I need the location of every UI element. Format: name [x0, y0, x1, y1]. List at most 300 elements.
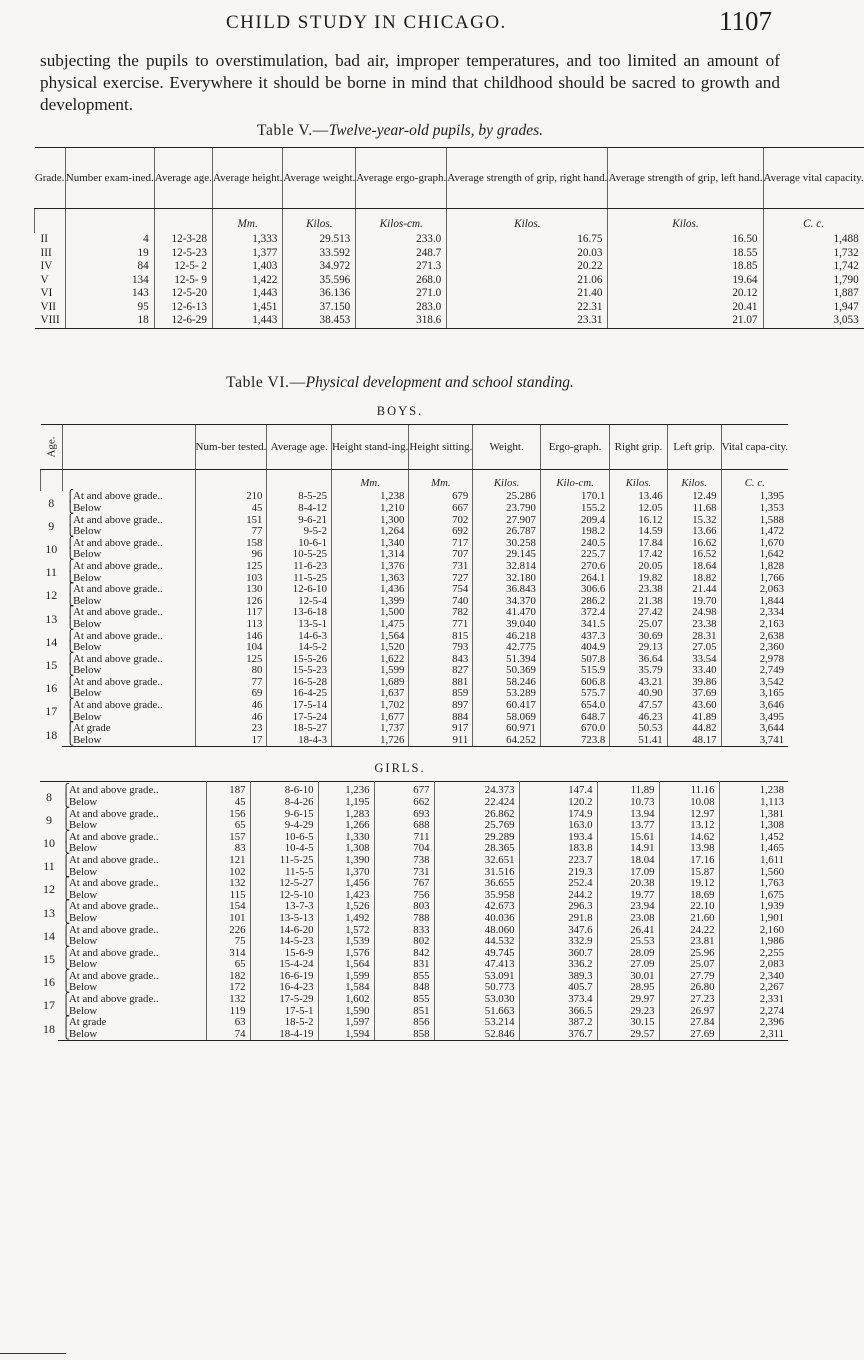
data-cell: 16-4-25	[267, 688, 332, 700]
data-cell: 17-5-24	[267, 711, 332, 723]
data-cell: 1,266	[318, 820, 374, 832]
data-cell: 702	[409, 514, 473, 526]
category-cell	[58, 820, 206, 832]
brace-mark: ⎩	[66, 594, 75, 607]
data-cell: 12-5-4	[267, 595, 332, 607]
category-cell	[62, 572, 195, 584]
brace-mark: ⎩	[62, 935, 71, 948]
data-cell: 64.252	[473, 734, 541, 746]
category-label: At and above grade..	[69, 784, 159, 797]
data-cell: 32.814	[473, 561, 541, 573]
table6-header-cell: Average age.	[267, 425, 332, 470]
data-cell: 25.769	[434, 820, 519, 832]
data-cell: 20.12	[608, 287, 763, 301]
data-cell: 1,594	[318, 1028, 374, 1040]
data-cell: 12.97	[659, 808, 719, 820]
data-cell: 18-4-3	[267, 734, 332, 746]
data-cell: 12-5-27	[250, 878, 318, 890]
data-cell: 740	[409, 595, 473, 607]
category-label: Below	[73, 548, 102, 561]
data-cell: 33.40	[667, 665, 721, 677]
data-cell: 767	[374, 878, 434, 890]
data-cell: 1,520	[331, 642, 408, 654]
data-cell: 1,790	[763, 274, 864, 288]
data-cell: 1,381	[719, 808, 788, 820]
category-label: At and above grade..	[69, 993, 159, 1006]
table-row	[41, 653, 789, 665]
data-cell: 36.64	[610, 653, 667, 665]
data-cell: 18-4-19	[250, 1028, 318, 1040]
brace-mark: ⎧	[66, 536, 75, 549]
category-label: At and above grade..	[73, 629, 163, 642]
data-cell: 648.7	[540, 711, 609, 723]
data-cell: 1,399	[331, 595, 408, 607]
age-cell: 17	[45, 704, 58, 719]
data-cell: 15-6-9	[250, 947, 318, 959]
data-cell: 731	[409, 561, 473, 573]
data-cell: 15.87	[659, 866, 719, 878]
data-cell: 219.3	[519, 866, 597, 878]
data-cell: 20.22	[447, 260, 608, 274]
table-row	[41, 526, 789, 538]
brace-mark: ⎩	[62, 958, 71, 971]
data-cell: 15-4-24	[250, 959, 318, 971]
table-row	[35, 301, 864, 315]
data-cell: 193.4	[519, 831, 597, 843]
data-cell: 27.69	[659, 1028, 719, 1040]
data-cell: 30.15	[597, 1017, 659, 1029]
data-cell: 16.62	[667, 537, 721, 549]
boys-heading: BOYS.	[376, 404, 424, 418]
age-cell: 13	[43, 905, 55, 920]
data-cell: 1,210	[331, 503, 408, 515]
data-cell: 35.596	[283, 274, 356, 288]
data-cell: 1,465	[719, 843, 788, 855]
data-cell: 10.73	[597, 797, 659, 809]
data-cell: 187	[206, 782, 250, 797]
data-cell: 1,526	[318, 901, 374, 913]
category-label: At and above grade..	[69, 969, 159, 982]
category-label: At and above grade..	[73, 490, 163, 503]
data-cell: 10-5-25	[267, 549, 332, 561]
data-cell: 833	[374, 924, 434, 936]
age-cell: 17	[43, 998, 55, 1013]
data-cell: 667	[409, 503, 473, 515]
table-row	[41, 503, 789, 515]
brace-mark: ⎧	[66, 490, 75, 503]
brace-mark: ⎩	[62, 911, 71, 924]
data-cell: 771	[409, 619, 473, 631]
brace-mark: ⎧	[62, 784, 71, 797]
category-cell	[62, 700, 195, 712]
data-cell: 34.370	[473, 595, 541, 607]
category-label: At and above grade..	[73, 675, 163, 688]
unit-cell	[267, 470, 332, 492]
category-label: At and above grade..	[73, 536, 163, 549]
brace-mark: ⎩	[66, 733, 75, 746]
data-cell: 404.9	[540, 642, 609, 654]
data-cell: 244.2	[519, 889, 597, 901]
data-cell: 13.98	[659, 843, 719, 855]
table6-header-cell: Left grip.	[667, 425, 721, 470]
data-cell: 38.453	[283, 314, 356, 328]
data-cell: 12-5- 2	[154, 260, 212, 274]
data-cell: 389.3	[519, 971, 597, 983]
data-cell: 1,611	[719, 855, 788, 867]
data-cell: 858	[374, 1028, 434, 1040]
data-cell: 1,844	[721, 595, 788, 607]
data-cell: 1,363	[331, 572, 408, 584]
data-cell: 17.42	[610, 549, 667, 561]
data-cell: 693	[374, 808, 434, 820]
data-cell: 233.0	[356, 233, 447, 247]
data-cell: 36.136	[283, 287, 356, 301]
data-cell: 1,726	[331, 734, 408, 746]
category-cell	[62, 549, 195, 561]
category-label: Below	[73, 687, 102, 700]
category-cell	[58, 1017, 206, 1029]
brace-mark: ⎧	[66, 559, 75, 572]
data-cell: 1,422	[212, 274, 282, 288]
data-cell: 39.040	[473, 619, 541, 631]
table-row	[41, 630, 789, 642]
data-cell: 65	[206, 959, 250, 971]
table5-header-cell: Average strength of grip, right hand.	[447, 148, 608, 209]
category-label: At and above grade..	[69, 830, 159, 843]
data-cell: 3,644	[721, 723, 788, 735]
table6-title: Physical development and school standing.	[305, 374, 574, 391]
data-cell: 37.150	[283, 301, 356, 315]
data-cell: 1,264	[331, 526, 408, 538]
age-cell: 16	[43, 975, 55, 990]
category-label: At and above grade..	[73, 652, 163, 665]
table-row	[35, 233, 864, 247]
data-cell: 16.52	[667, 549, 721, 561]
data-cell: 16.75	[447, 233, 608, 247]
unit-cell: Kilos.	[610, 470, 667, 492]
age-cell: 11	[45, 565, 58, 580]
data-cell: 15.61	[597, 831, 659, 843]
category-label: Below	[73, 617, 102, 630]
data-cell: 12.49	[667, 491, 721, 503]
unit-cell	[65, 209, 154, 234]
table-row	[40, 1017, 788, 1029]
brace-mark: ⎧	[66, 652, 75, 665]
data-cell: 46	[195, 711, 267, 723]
data-cell: 8-4-12	[267, 503, 332, 515]
brace-mark: ⎧	[66, 699, 75, 712]
data-cell: 60.417	[473, 700, 541, 712]
category-cell	[58, 936, 206, 948]
data-cell: 754	[409, 584, 473, 596]
data-cell: 22.31	[447, 301, 608, 315]
data-cell: 11.89	[597, 782, 659, 797]
data-cell: 45	[206, 797, 250, 809]
data-cell: 39.86	[667, 677, 721, 689]
data-cell: 16-6-19	[250, 971, 318, 983]
data-cell: 12-6-13	[154, 301, 212, 315]
data-cell: 20.38	[597, 878, 659, 890]
data-cell: 77	[195, 677, 267, 689]
data-cell: 1,572	[318, 924, 374, 936]
data-cell: 856	[374, 1017, 434, 1029]
data-cell: 23.81	[659, 936, 719, 948]
data-cell: 1,947	[763, 301, 864, 315]
data-cell: 46.23	[610, 711, 667, 723]
data-cell: 11.68	[667, 503, 721, 515]
data-cell: 23.38	[610, 584, 667, 596]
data-cell: 9-6-21	[267, 514, 332, 526]
data-cell: 1,451	[212, 301, 282, 315]
data-cell: 156	[206, 808, 250, 820]
data-cell: 25.07	[610, 619, 667, 631]
category-cell	[58, 1028, 206, 1040]
table6-header-cell: Height stand-ing.	[331, 425, 408, 470]
data-cell: 31.516	[434, 866, 519, 878]
data-cell: 9-5-2	[267, 526, 332, 538]
data-cell: 12-5-20	[154, 287, 212, 301]
data-cell: 296.3	[519, 901, 597, 913]
category-label: At and above grade..	[69, 923, 159, 936]
brace-mark: ⎧	[62, 1016, 71, 1029]
data-cell: 723.8	[540, 734, 609, 746]
data-cell: 851	[374, 1005, 434, 1017]
category-cell	[62, 619, 195, 631]
data-cell: 21.38	[610, 595, 667, 607]
data-cell: 53.214	[434, 1017, 519, 1029]
data-cell: 19.64	[608, 274, 763, 288]
table-row	[41, 514, 789, 526]
category-label: Below	[69, 1004, 98, 1017]
data-cell: 2,255	[719, 947, 788, 959]
unit-cell: Kilos.	[283, 209, 356, 234]
table6-header-cell: Height sitting.	[409, 425, 473, 470]
table6-header-cell: Right grip.	[610, 425, 667, 470]
data-cell: 45	[195, 503, 267, 515]
brace-mark: ⎧	[66, 675, 75, 688]
data-cell: 27.79	[659, 971, 719, 983]
data-cell: 515.9	[540, 665, 609, 677]
unit-cell	[154, 209, 212, 234]
data-cell: 366.5	[519, 1005, 597, 1017]
data-cell: 121	[206, 855, 250, 867]
data-cell: 1,901	[719, 913, 788, 925]
category-label: At and above grade..	[69, 807, 159, 820]
category-label: At and above grade..	[73, 583, 163, 596]
data-cell: 336.2	[519, 959, 597, 971]
data-cell: 788	[374, 913, 434, 925]
brace-mark: ⎩	[66, 548, 75, 561]
data-cell: 2,978	[721, 653, 788, 665]
data-cell: 1,300	[331, 514, 408, 526]
data-cell: 21.60	[659, 913, 719, 925]
data-cell: 704	[374, 843, 434, 855]
category-label: Below	[69, 865, 98, 878]
data-cell: 14.91	[597, 843, 659, 855]
category-cell	[62, 665, 195, 677]
data-cell: 405.7	[519, 982, 597, 994]
table-row	[40, 866, 788, 878]
data-cell: 306.6	[540, 584, 609, 596]
table-row	[41, 688, 789, 700]
data-cell: 27.05	[667, 642, 721, 654]
data-cell: 248.7	[356, 247, 447, 261]
data-cell: 27.84	[659, 1017, 719, 1029]
table6-header-cell: Ergo-graph.	[540, 425, 609, 470]
data-cell: 815	[409, 630, 473, 642]
data-cell: 727	[409, 572, 473, 584]
data-cell: 1,642	[721, 549, 788, 561]
data-cell: 20.05	[610, 561, 667, 573]
table-row	[41, 642, 789, 654]
running-title: CHILD STUDY IN CHICAGO.	[226, 12, 507, 33]
category-label: Below	[69, 888, 98, 901]
brace-mark: ⎧	[66, 583, 75, 596]
age-cell: 12	[45, 588, 58, 603]
data-cell: 1,236	[318, 782, 374, 797]
table5-header-cell: Average weight.	[283, 148, 356, 209]
data-cell: 1,423	[318, 889, 374, 901]
data-cell: 3,542	[721, 677, 788, 689]
data-cell: 2,274	[719, 1005, 788, 1017]
table-row	[40, 855, 788, 867]
category-cell	[58, 994, 206, 1006]
data-cell: 26.787	[473, 526, 541, 538]
data-cell: 1,340	[331, 537, 408, 549]
grade-cell: VI	[40, 287, 53, 300]
brace-mark: ⎧	[62, 946, 71, 959]
data-cell: 48.17	[667, 734, 721, 746]
brace-mark: ⎩	[66, 617, 75, 630]
data-cell: 842	[374, 947, 434, 959]
data-cell: 897	[409, 700, 473, 712]
data-cell: 1,677	[331, 711, 408, 723]
data-cell: 376.7	[519, 1028, 597, 1040]
data-cell: 134	[65, 274, 154, 288]
data-cell: 17.16	[659, 855, 719, 867]
data-cell: 43.21	[610, 677, 667, 689]
category-cell	[62, 723, 195, 735]
data-cell: 2,311	[719, 1028, 788, 1040]
data-cell: 40.036	[434, 913, 519, 925]
data-cell: 125	[195, 561, 267, 573]
grade-cell: VII	[40, 300, 57, 313]
data-cell: 15.32	[667, 514, 721, 526]
data-cell: 43.60	[667, 700, 721, 712]
table-row	[41, 665, 789, 677]
data-cell: 17-5-14	[267, 700, 332, 712]
data-cell: 782	[409, 607, 473, 619]
data-cell: 2,063	[721, 584, 788, 596]
data-cell: 21.07	[608, 314, 763, 328]
data-cell: 670.0	[540, 723, 609, 735]
data-cell: 1,195	[318, 797, 374, 809]
table5-header-cell: Average ergo-graph.	[356, 148, 447, 209]
data-cell: 1,353	[721, 503, 788, 515]
unit-cell: Kilo-cm.	[540, 470, 609, 492]
data-cell: 2,083	[719, 959, 788, 971]
data-cell: 1,113	[719, 797, 788, 809]
data-cell: 1,828	[721, 561, 788, 573]
unit-cell: Kilos-cm.	[356, 209, 447, 234]
data-cell: 14-6-20	[250, 924, 318, 936]
brace-mark: ⎧	[62, 900, 71, 913]
data-cell: 46.218	[473, 630, 541, 642]
data-cell: 53.091	[434, 971, 519, 983]
category-label: Below	[73, 641, 102, 654]
data-cell: 29.145	[473, 549, 541, 561]
data-cell: 28.31	[667, 630, 721, 642]
data-cell: 51.394	[473, 653, 541, 665]
data-cell: 154	[206, 901, 250, 913]
brace-mark: ⎧	[66, 722, 75, 735]
table-row	[40, 994, 788, 1006]
unit-cell: Mm.	[212, 209, 282, 234]
data-cell: 10-4-5	[250, 843, 318, 855]
data-cell: 26.97	[659, 1005, 719, 1017]
category-label: At grade	[73, 722, 111, 735]
category-label: At and above grade..	[69, 946, 159, 959]
data-cell: 53.030	[434, 994, 519, 1006]
data-cell: 33.54	[667, 653, 721, 665]
category-label: At and above grade..	[69, 853, 159, 866]
data-cell: 332.9	[519, 936, 597, 948]
data-cell: 13.77	[597, 820, 659, 832]
data-cell: 14.62	[659, 831, 719, 843]
age-cell: 18	[43, 1021, 55, 1036]
category-label: At and above grade..	[73, 606, 163, 619]
data-cell: 29.97	[597, 994, 659, 1006]
age-header	[41, 425, 63, 470]
data-cell: 77	[195, 526, 267, 538]
unit-cell	[35, 209, 66, 234]
brace-mark: ⎩	[66, 710, 75, 723]
data-cell: 2,638	[721, 630, 788, 642]
data-cell: 182	[206, 971, 250, 983]
data-cell: 1,308	[318, 843, 374, 855]
category-cell	[62, 607, 195, 619]
data-cell: 10-6-1	[267, 537, 332, 549]
data-cell: 437.3	[540, 630, 609, 642]
table-row	[35, 247, 864, 261]
data-cell: 3,646	[721, 700, 788, 712]
category-label: Below	[73, 501, 102, 514]
data-cell: 28.95	[597, 982, 659, 994]
data-cell: 1,763	[719, 878, 788, 890]
data-cell: 60.971	[473, 723, 541, 735]
data-cell: 35.79	[610, 665, 667, 677]
category-label: Below	[69, 935, 98, 948]
data-cell: 25.07	[659, 959, 719, 971]
table-row	[40, 808, 788, 820]
category-label: Below	[69, 1027, 98, 1040]
age-header-label: Age.	[45, 436, 58, 458]
category-label: Below	[69, 819, 98, 832]
unit-cell: C. c.	[721, 470, 788, 492]
table-row	[40, 831, 788, 843]
data-cell: 10.08	[659, 797, 719, 809]
data-cell: 1,599	[318, 971, 374, 983]
table6-header-cell	[62, 425, 195, 470]
data-cell: 341.5	[540, 619, 609, 631]
table-row	[40, 924, 788, 936]
data-cell: 27.09	[597, 959, 659, 971]
data-cell: 225.7	[540, 549, 609, 561]
data-cell: 360.7	[519, 947, 597, 959]
data-cell: 18.82	[667, 572, 721, 584]
data-cell: 69	[195, 688, 267, 700]
data-cell: 1,456	[318, 878, 374, 890]
